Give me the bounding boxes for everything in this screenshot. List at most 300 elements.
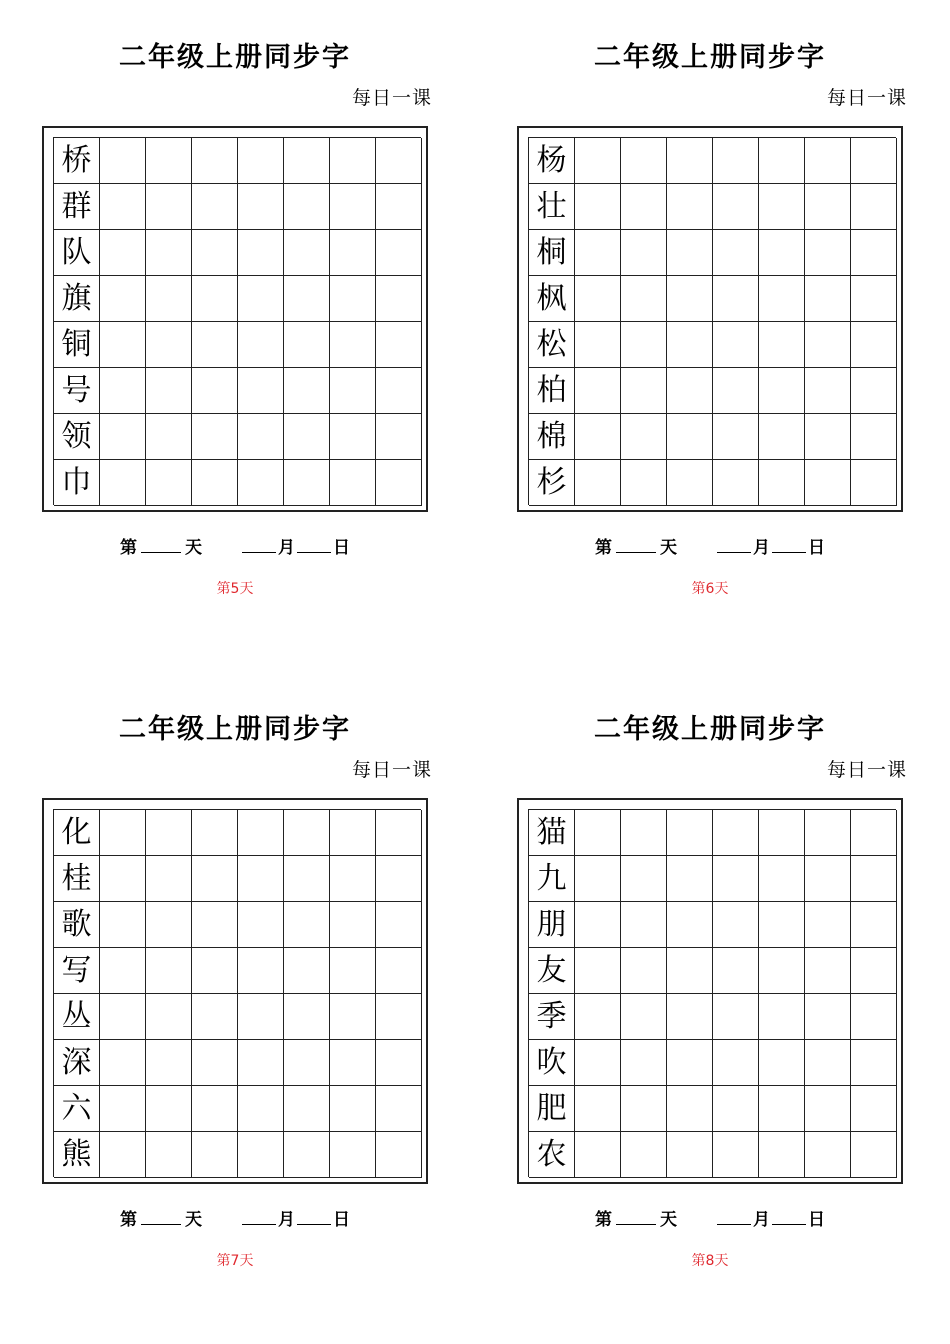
date-blank <box>772 1208 806 1225</box>
practice-cell <box>284 1040 330 1086</box>
practice-cell <box>621 856 667 902</box>
practice-cell <box>100 1040 146 1086</box>
grid-frame <box>42 798 428 1184</box>
month-label: 月 <box>278 1210 295 1230</box>
practice-cell <box>238 1040 284 1086</box>
practice-cell <box>805 138 851 184</box>
practice-panel <box>505 712 915 1272</box>
practice-cell <box>238 1132 284 1178</box>
practice-cell <box>713 1040 759 1086</box>
practice-cell <box>238 810 284 856</box>
practice-cell <box>667 460 713 506</box>
day-prefix-label: 第 <box>595 1210 612 1230</box>
practice-cell <box>192 368 238 414</box>
panel-subtitle: 每日一课 <box>351 87 432 109</box>
practice-cell <box>759 138 805 184</box>
practice-cell <box>759 368 805 414</box>
model-character-cell: 农 <box>529 1132 575 1178</box>
practice-panel <box>30 712 440 1272</box>
practice-cell <box>713 1132 759 1178</box>
panel-subtitle: 每日一课 <box>351 759 432 781</box>
practice-cell <box>667 810 713 856</box>
practice-cell <box>238 948 284 994</box>
practice-cell <box>667 138 713 184</box>
practice-cell <box>851 276 897 322</box>
month-label: 月 <box>753 538 770 558</box>
practice-cell <box>575 1086 621 1132</box>
practice-cell <box>805 994 851 1040</box>
month-blank <box>242 536 276 553</box>
practice-cell <box>667 184 713 230</box>
practice-cell <box>192 902 238 948</box>
day-tag: 第5天 <box>216 581 254 597</box>
practice-cell <box>238 460 284 506</box>
practice-cell <box>805 1086 851 1132</box>
practice-cell <box>146 902 192 948</box>
practice-cell <box>667 368 713 414</box>
practice-cell <box>376 902 422 948</box>
practice-cell <box>575 276 621 322</box>
practice-cell <box>851 994 897 1040</box>
writing-grid <box>53 137 421 505</box>
practice-cell <box>330 994 376 1040</box>
practice-cell <box>192 184 238 230</box>
practice-cell <box>376 276 422 322</box>
practice-cell <box>100 414 146 460</box>
panel-title: 二年级上册同步字 <box>594 714 826 745</box>
practice-cell <box>284 138 330 184</box>
practice-cell <box>146 368 192 414</box>
writing-grid <box>528 809 896 1177</box>
practice-cell <box>621 230 667 276</box>
practice-cell <box>851 368 897 414</box>
practice-cell <box>192 1132 238 1178</box>
day-number-blank <box>616 1208 656 1225</box>
practice-cell <box>713 414 759 460</box>
practice-cell <box>621 948 667 994</box>
month-label: 月 <box>753 1210 770 1230</box>
practice-cell <box>238 1086 284 1132</box>
date-blank <box>772 536 806 553</box>
practice-cell <box>713 460 759 506</box>
practice-cell <box>146 856 192 902</box>
day-prefix-label: 第 <box>120 538 137 558</box>
practice-cell <box>192 276 238 322</box>
date-line <box>505 1208 915 1232</box>
practice-cell <box>667 1086 713 1132</box>
practice-cell <box>330 948 376 994</box>
practice-cell <box>759 1086 805 1132</box>
practice-cell <box>851 856 897 902</box>
practice-cell <box>238 230 284 276</box>
practice-cell <box>100 138 146 184</box>
grid-frame <box>517 126 903 512</box>
practice-cell <box>805 414 851 460</box>
model-character-cell: 棉 <box>529 414 575 460</box>
model-character-cell: 化 <box>54 810 100 856</box>
practice-cell <box>575 184 621 230</box>
practice-panel <box>30 40 440 600</box>
practice-cell <box>851 322 897 368</box>
panel-title: 二年级上册同步字 <box>119 42 351 73</box>
practice-cell <box>713 856 759 902</box>
practice-cell <box>376 948 422 994</box>
practice-cell <box>575 856 621 902</box>
practice-cell <box>100 368 146 414</box>
practice-cell <box>330 322 376 368</box>
practice-cell <box>621 1040 667 1086</box>
practice-cell <box>100 184 146 230</box>
model-character-cell: 杨 <box>529 138 575 184</box>
practice-cell <box>713 1086 759 1132</box>
date-line <box>30 536 440 560</box>
practice-cell <box>284 368 330 414</box>
day-tag: 第6天 <box>691 581 729 597</box>
practice-cell <box>376 184 422 230</box>
practice-panel <box>505 40 915 600</box>
day-suffix-label: 天 <box>185 1210 202 1230</box>
practice-cell <box>330 138 376 184</box>
practice-cell <box>376 1132 422 1178</box>
day-suffix-label: 天 <box>660 538 677 558</box>
model-character-cell: 队 <box>54 230 100 276</box>
practice-cell <box>330 368 376 414</box>
practice-cell <box>667 1132 713 1178</box>
practice-cell <box>667 948 713 994</box>
model-character-cell: 季 <box>529 994 575 1040</box>
practice-cell <box>238 368 284 414</box>
practice-cell <box>192 810 238 856</box>
practice-cell <box>330 856 376 902</box>
model-character-cell: 领 <box>54 414 100 460</box>
practice-cell <box>330 184 376 230</box>
panel-title: 二年级上册同步字 <box>594 42 826 73</box>
practice-cell <box>100 460 146 506</box>
practice-cell <box>621 1132 667 1178</box>
practice-cell <box>713 276 759 322</box>
practice-cell <box>759 856 805 902</box>
practice-cell <box>100 810 146 856</box>
practice-cell <box>284 948 330 994</box>
practice-cell <box>805 460 851 506</box>
practice-cell <box>284 1132 330 1178</box>
model-character-cell: 桂 <box>54 856 100 902</box>
practice-cell <box>759 994 805 1040</box>
date-label: 日 <box>808 538 825 558</box>
practice-cell <box>192 460 238 506</box>
practice-cell <box>851 1086 897 1132</box>
writing-grid <box>53 809 421 1177</box>
model-character-cell: 桥 <box>54 138 100 184</box>
month-blank <box>242 1208 276 1225</box>
practice-cell <box>100 276 146 322</box>
practice-cell <box>146 1040 192 1086</box>
practice-cell <box>759 414 805 460</box>
practice-cell <box>376 322 422 368</box>
practice-cell <box>851 414 897 460</box>
practice-cell <box>575 810 621 856</box>
writing-grid <box>528 137 896 505</box>
practice-cell <box>238 138 284 184</box>
date-label: 日 <box>808 1210 825 1230</box>
model-character-cell: 柏 <box>529 368 575 414</box>
practice-cell <box>667 414 713 460</box>
practice-cell <box>146 414 192 460</box>
practice-cell <box>330 902 376 948</box>
practice-cell <box>713 810 759 856</box>
practice-cell <box>621 460 667 506</box>
practice-cell <box>238 184 284 230</box>
practice-cell <box>192 322 238 368</box>
practice-cell <box>284 460 330 506</box>
practice-cell <box>713 948 759 994</box>
practice-cell <box>575 414 621 460</box>
model-character-cell: 桐 <box>529 230 575 276</box>
day-number-blank <box>141 536 181 553</box>
practice-cell <box>805 810 851 856</box>
practice-cell <box>146 948 192 994</box>
practice-cell <box>851 230 897 276</box>
model-character-cell: 深 <box>54 1040 100 1086</box>
practice-cell <box>192 138 238 184</box>
practice-cell <box>851 138 897 184</box>
practice-cell <box>805 902 851 948</box>
month-label: 月 <box>278 538 295 558</box>
practice-cell <box>575 138 621 184</box>
panel-subtitle: 每日一课 <box>826 759 907 781</box>
practice-cell <box>713 230 759 276</box>
practice-cell <box>330 230 376 276</box>
practice-cell <box>713 184 759 230</box>
practice-cell <box>805 276 851 322</box>
practice-cell <box>284 856 330 902</box>
practice-cell <box>667 902 713 948</box>
practice-cell <box>284 1086 330 1132</box>
practice-cell <box>100 230 146 276</box>
practice-cell <box>238 276 284 322</box>
practice-cell <box>575 994 621 1040</box>
practice-cell <box>330 460 376 506</box>
practice-cell <box>192 414 238 460</box>
practice-cell <box>713 368 759 414</box>
practice-cell <box>575 902 621 948</box>
practice-cell <box>376 1040 422 1086</box>
practice-cell <box>667 230 713 276</box>
practice-cell <box>238 994 284 1040</box>
practice-cell <box>805 184 851 230</box>
practice-cell <box>851 1040 897 1086</box>
practice-cell <box>192 856 238 902</box>
practice-cell <box>851 902 897 948</box>
model-character-cell: 枫 <box>529 276 575 322</box>
model-character-cell: 号 <box>54 368 100 414</box>
practice-cell <box>146 810 192 856</box>
model-character-cell: 友 <box>529 948 575 994</box>
practice-cell <box>284 276 330 322</box>
practice-cell <box>575 460 621 506</box>
model-character-cell: 九 <box>529 856 575 902</box>
practice-cell <box>805 230 851 276</box>
practice-cell <box>146 1132 192 1178</box>
practice-cell <box>146 1086 192 1132</box>
practice-cell <box>284 230 330 276</box>
practice-cell <box>284 902 330 948</box>
practice-cell <box>621 994 667 1040</box>
practice-cell <box>100 1086 146 1132</box>
practice-cell <box>805 1132 851 1178</box>
practice-cell <box>100 948 146 994</box>
practice-cell <box>805 1040 851 1086</box>
practice-cell <box>621 810 667 856</box>
model-character-cell: 六 <box>54 1086 100 1132</box>
practice-cell <box>759 902 805 948</box>
model-character-cell: 旗 <box>54 276 100 322</box>
practice-cell <box>713 138 759 184</box>
model-character-cell: 歌 <box>54 902 100 948</box>
day-tag: 第7天 <box>216 1253 254 1269</box>
model-character-cell: 巾 <box>54 460 100 506</box>
practice-cell <box>851 460 897 506</box>
practice-cell <box>621 184 667 230</box>
practice-cell <box>575 322 621 368</box>
practice-cell <box>759 1132 805 1178</box>
practice-cell <box>330 1086 376 1132</box>
practice-cell <box>100 994 146 1040</box>
practice-cell <box>376 810 422 856</box>
date-blank <box>297 536 331 553</box>
practice-cell <box>667 276 713 322</box>
practice-cell <box>100 902 146 948</box>
panel-title: 二年级上册同步字 <box>119 714 351 745</box>
practice-cell <box>146 138 192 184</box>
model-character-cell: 壮 <box>529 184 575 230</box>
practice-cell <box>621 414 667 460</box>
practice-cell <box>713 322 759 368</box>
practice-cell <box>284 184 330 230</box>
practice-cell <box>376 414 422 460</box>
practice-cell <box>376 368 422 414</box>
practice-cell <box>330 1040 376 1086</box>
practice-cell <box>759 322 805 368</box>
month-blank <box>717 1208 751 1225</box>
practice-cell <box>330 1132 376 1178</box>
practice-cell <box>376 138 422 184</box>
practice-cell <box>621 138 667 184</box>
practice-cell <box>376 1086 422 1132</box>
practice-cell <box>284 810 330 856</box>
practice-cell <box>851 948 897 994</box>
practice-cell <box>621 902 667 948</box>
model-character-cell: 熊 <box>54 1132 100 1178</box>
practice-cell <box>759 276 805 322</box>
practice-cell <box>621 276 667 322</box>
panel-subtitle: 每日一课 <box>826 87 907 109</box>
practice-cell <box>667 994 713 1040</box>
practice-cell <box>851 810 897 856</box>
practice-cell <box>192 1086 238 1132</box>
practice-cell <box>192 1040 238 1086</box>
model-character-cell: 吹 <box>529 1040 575 1086</box>
practice-cell <box>330 810 376 856</box>
practice-cell <box>376 460 422 506</box>
practice-cell <box>759 230 805 276</box>
day-suffix-label: 天 <box>185 538 202 558</box>
practice-cell <box>238 902 284 948</box>
practice-cell <box>575 368 621 414</box>
day-number-blank <box>141 1208 181 1225</box>
practice-cell <box>805 856 851 902</box>
date-label: 日 <box>333 1210 350 1230</box>
practice-cell <box>376 994 422 1040</box>
model-character-cell: 杉 <box>529 460 575 506</box>
practice-cell <box>376 856 422 902</box>
practice-cell <box>100 1132 146 1178</box>
practice-cell <box>146 230 192 276</box>
practice-cell <box>667 856 713 902</box>
practice-cell <box>759 810 805 856</box>
practice-cell <box>146 460 192 506</box>
grid-frame <box>517 798 903 1184</box>
date-line <box>30 1208 440 1232</box>
practice-cell <box>667 322 713 368</box>
practice-cell <box>805 948 851 994</box>
practice-cell <box>100 856 146 902</box>
date-line <box>505 536 915 560</box>
day-suffix-label: 天 <box>660 1210 677 1230</box>
model-character-cell: 铜 <box>54 322 100 368</box>
practice-cell <box>805 322 851 368</box>
practice-cell <box>146 184 192 230</box>
grid-frame <box>42 126 428 512</box>
practice-cell <box>575 230 621 276</box>
model-character-cell: 松 <box>529 322 575 368</box>
model-character-cell: 朋 <box>529 902 575 948</box>
practice-cell <box>284 322 330 368</box>
day-tag: 第8天 <box>691 1253 729 1269</box>
practice-cell <box>238 322 284 368</box>
day-prefix-label: 第 <box>595 538 612 558</box>
practice-cell <box>851 1132 897 1178</box>
month-blank <box>717 536 751 553</box>
practice-cell <box>192 948 238 994</box>
practice-cell <box>759 1040 805 1086</box>
practice-cell <box>575 948 621 994</box>
practice-cell <box>100 322 146 368</box>
practice-cell <box>330 276 376 322</box>
practice-cell <box>667 1040 713 1086</box>
practice-cell <box>713 902 759 948</box>
practice-cell <box>146 994 192 1040</box>
day-number-blank <box>616 536 656 553</box>
day-prefix-label: 第 <box>120 1210 137 1230</box>
practice-cell <box>759 460 805 506</box>
practice-cell <box>851 184 897 230</box>
practice-cell <box>621 368 667 414</box>
model-character-cell: 肥 <box>529 1086 575 1132</box>
practice-cell <box>238 856 284 902</box>
date-label: 日 <box>333 538 350 558</box>
practice-cell <box>575 1040 621 1086</box>
model-character-cell: 丛 <box>54 994 100 1040</box>
practice-cell <box>192 994 238 1040</box>
date-blank <box>297 1208 331 1225</box>
practice-cell <box>376 230 422 276</box>
practice-cell <box>284 994 330 1040</box>
practice-cell <box>575 1132 621 1178</box>
practice-cell <box>192 230 238 276</box>
practice-cell <box>759 948 805 994</box>
model-character-cell: 群 <box>54 184 100 230</box>
